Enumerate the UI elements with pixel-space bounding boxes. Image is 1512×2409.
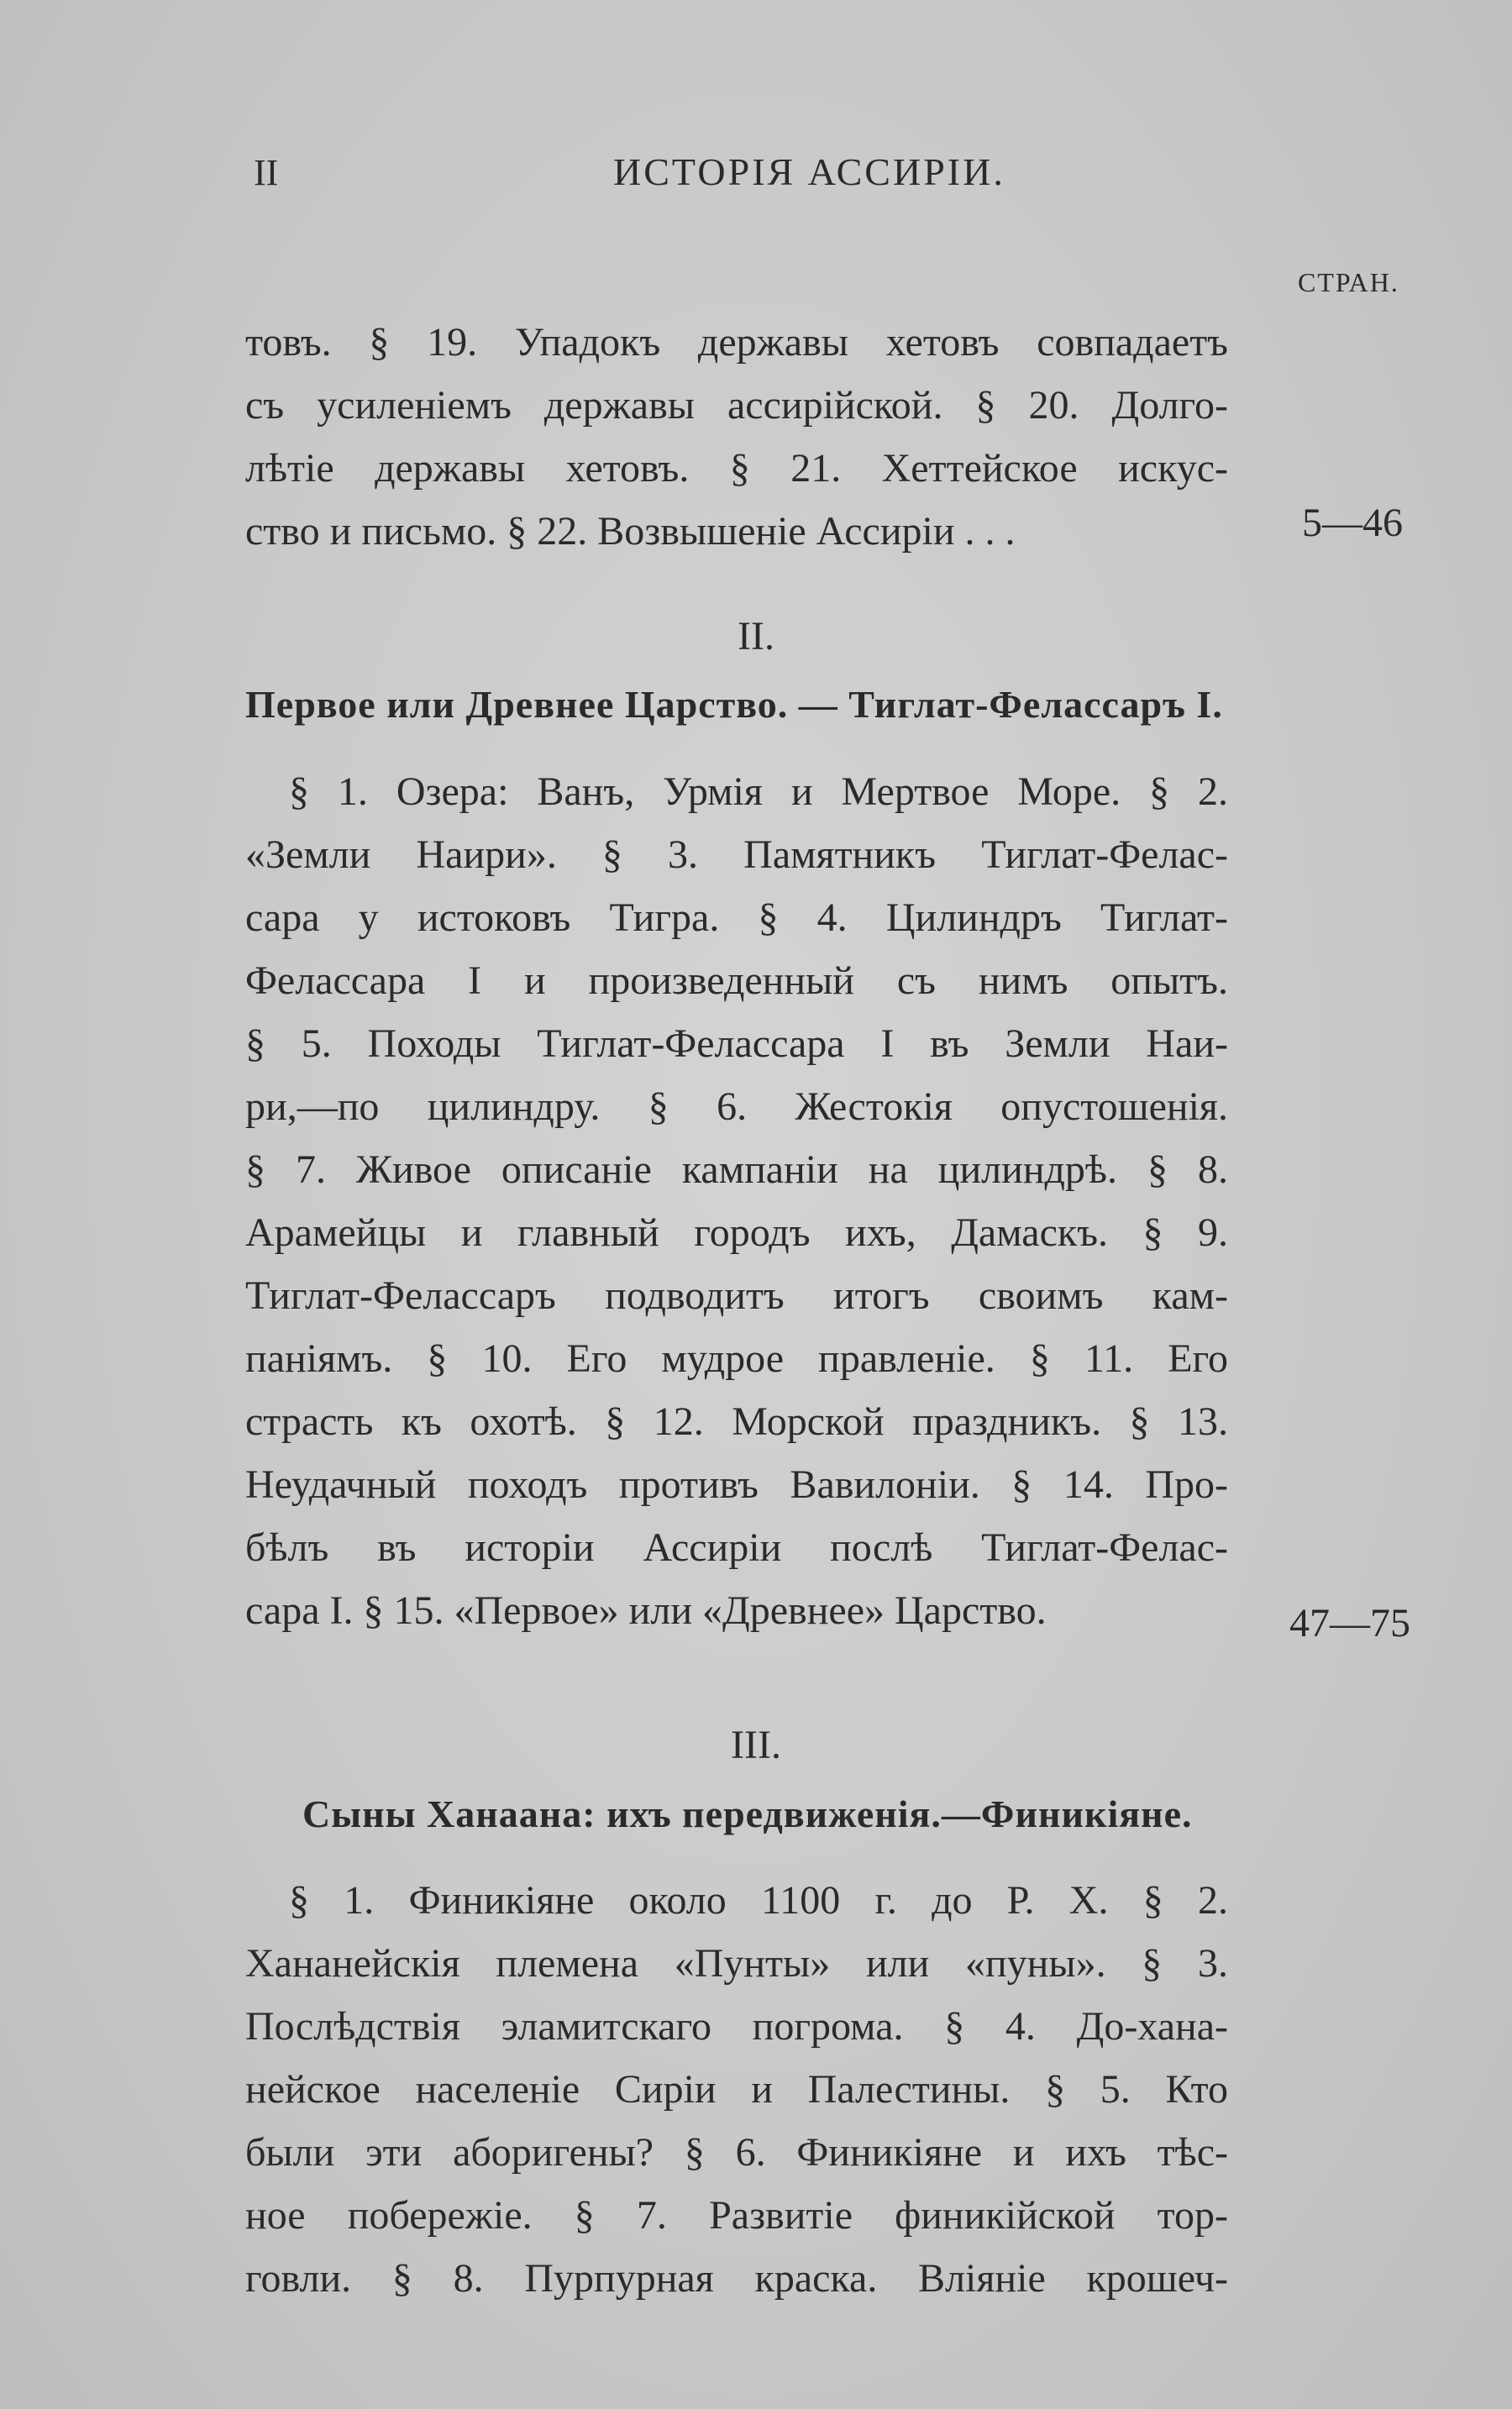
- section-2-paragraph: [245, 760, 1228, 1642]
- section-3-paragraph: [245, 1869, 1228, 2310]
- paragraph-line: были эти аборигены? § 6. Финикіяне и ихъ тѣс-: [245, 2130, 1228, 2175]
- paragraph-line: лѣтіе державы хетовъ. § 21. Хеттейское искус-: [245, 446, 1228, 491]
- paragraph-line: § 5. Походы Тиглат-Фелассара I въ Земли Наи-: [245, 1021, 1228, 1066]
- section-2-number: II.: [738, 614, 774, 659]
- paragraph-line: § 1. Озера: Ванъ, Урмія и Мертвое Море. § 2.: [289, 769, 1228, 814]
- running-title: ИСТОРІЯ АССИРІИ.: [613, 150, 1005, 193]
- paragraph-line: Послѣдствія эламитскаго погрома. § 4. До-хана-: [245, 2004, 1228, 2049]
- paragraph-line: сара у истоковъ Тигра. § 4. Цилиндръ Тиглат-: [245, 895, 1228, 940]
- paragraph-line: «Земли Наири». § 3. Памятникъ Тиглат-Фелас-: [245, 832, 1228, 877]
- section-2-title: Первое или Древнее Царство. — Тиглат-Фелассаръ I.: [245, 683, 1223, 726]
- section-2-page-range: 47—75: [1289, 1601, 1410, 1645]
- paragraph-line: Арамейцы и главный городъ ихъ, Дамаскъ. § 9.: [245, 1210, 1228, 1255]
- paragraph-line: Фелассара I и произведенный съ нимъ опытъ.: [245, 958, 1228, 1003]
- paragraph-line: сара I. § 15. «Первое» или «Древнее» Царство.: [245, 1588, 1047, 1633]
- paragraph-line: паніямъ. § 10. Его мудрое правленіе. § 11. Его: [245, 1336, 1228, 1381]
- paragraph-line: § 1. Финикіяне около 1100 г. до Р. Х. § 2.: [289, 1878, 1228, 1923]
- paragraph-line: Неудачный походъ противъ Вавилоніи. § 14. Про-: [245, 1462, 1228, 1507]
- paragraph-line: нейское населеніе Сиріи и Палестины. § 5. Кто: [245, 2067, 1228, 2112]
- paragraph-line: Хананейскія племена «Пунты» или «пуны». § 3.: [245, 1941, 1228, 1986]
- page-number: II: [254, 152, 279, 193]
- paragraph-line: страсть къ охотѣ. § 12. Морской праздникъ. § 13.: [245, 1399, 1228, 1444]
- paragraph-line: ство и письмо. § 22. Возвышеніе Ассиріи . . .: [245, 509, 1016, 554]
- section-1-paragraph: [245, 311, 1228, 563]
- pages-column-label: СТРАН.: [1298, 267, 1399, 297]
- paragraph-line: ное побережіе. § 7. Развитіе финикійской тор-: [245, 2193, 1228, 2238]
- section-3-number: III.: [731, 1723, 781, 1767]
- section-3-title: Сыны Ханаана: ихъ передвиженія.—Финикіяне.: [302, 1792, 1193, 1835]
- paragraph-line: § 7. Живое описаніе кампаніи на цилиндрѣ. § 8.: [245, 1147, 1228, 1192]
- paragraph-line: говли. § 8. Пурпурная краска. Вліяніе крошеч-: [245, 2256, 1228, 2301]
- section-1-page-range: 5—46: [1302, 501, 1403, 545]
- paragraph-line: бѣлъ въ исторіи Ассиріи послѣ Тиглат-Фелас-: [245, 1525, 1228, 1570]
- paragraph-line: ри,—по цилиндру. § 6. Жестокія опустошенія.: [245, 1084, 1228, 1129]
- paragraph-line: съ усиленіемъ державы ассирійской. § 20. Долго-: [245, 383, 1228, 428]
- paragraph-line: товъ. § 19. Упадокъ державы хетовъ совпадаетъ: [245, 320, 1228, 365]
- paragraph-line: Тиглат-Фелассаръ подводитъ итогъ своимъ кам-: [245, 1273, 1228, 1318]
